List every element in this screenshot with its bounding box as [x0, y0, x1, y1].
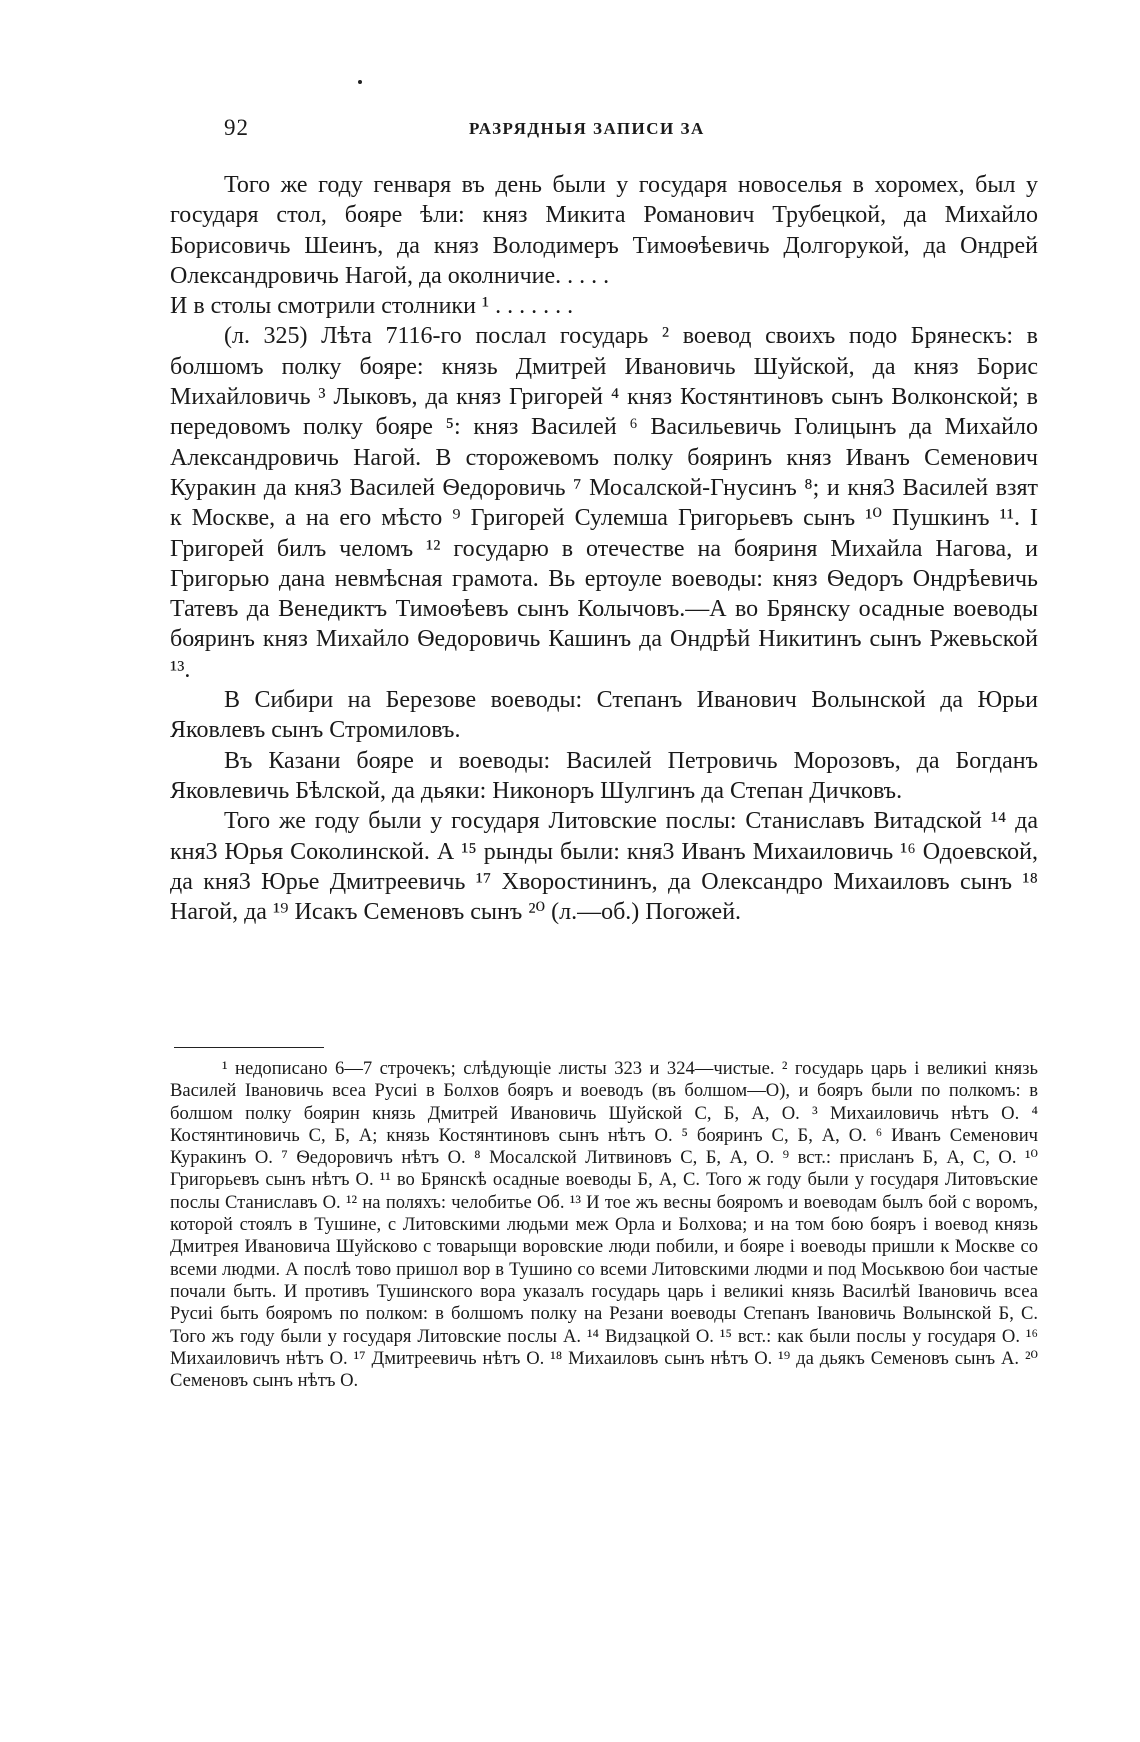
print-speck: [358, 80, 362, 84]
paragraph: (л. 325) Лѣта 7116-го послал государь ² воевод своихъ подо Брянескъ: в болшомъ полку бояре: князь Дмитрей Ивановичь Шуйской, да княз Борис Михайловичь ³ Лыковъ, да княз Григорей ⁴ княз Костянтиновъ сынъ Волконской; в передовомъ полку бояре ⁵: княз Василей ⁶ Васильевичь Голицынъ да Михайло Александровичь Нагой. В сторожевомъ полку бояринъ княз Иванъ Семенович Куракин да кня3 Василей Ѳедоровичь ⁷ Мосалской-Гнусинъ ⁸; и кня3 Василей взят к Москве, а на его мѣсто ⁹ Григорей Сулемша Григорьевъ сынъ ¹⁰ Пушкинъ ¹¹. І Григорей билъ челомъ ¹² государю в отечестве на бояриня Михайла Нагова, и Григорью дана невмѣсная грамота. Вь ертоуле воеводы: княз Ѳедоръ Ондрѣевичь Татевъ да Венедиктъ Тимоѳѣевъ сынъ Колычовъ.—А во Брянску осадные воеводы бояринъ княз Михайло Ѳедоровичь Кашинъ да Ондрѣй Никитинъ сынъ Ржевьской ¹³.: [170, 323, 1038, 683]
paragraph: Того же году были у государя Литовские послы: Станиславъ Витадской ¹⁴ да кня3 Юрья Соколинской. А ¹⁵ рынды были: кня3 Иванъ Михаиловичь ¹⁶ Одоевской, да кня3 Юрье Дмитреевичь ¹⁷ Хворостининъ, да Олександро Михаиловъ сынъ ¹⁸ Нагой, да ¹⁹ Исакъ Семеновъ сынъ ²⁰ (л.—об.) Погожей.: [170, 808, 1038, 926]
page-number: 92: [224, 115, 249, 140]
footnotes: [170, 1058, 1038, 1392]
main-text: [170, 170, 1038, 927]
book-page: [168, 0, 1038, 1742]
paragraph: И в столы смотрили столники ¹ . . . . . . .: [170, 293, 574, 320]
footnote-block: ¹ недописано 6—7 строчекъ; слѣдующіе листы 323 и 324—чистые. ² государь царь і великиі князь Василей Івановичь всеа Русиі в Болхов бояръ и воеводъ (въ болшом—О), и бояръ были по полкомъ: в болшом полку боярин князь Дмитрей Ивановичь Шуйской С, Б, А, О. ³ Михаиловичь нѣтъ О. ⁴ Костянтиновичь С, Б, А; князь Костянтиновъ сынъ нѣтъ О. ⁵ бояринъ С, Б, А, О. ⁶ Иванъ Семенович Куракинъ О. ⁷ Ѳедоровичъ нѣтъ О. ⁸ Мосалской Литвиновъ С, Б, А, О. ⁹ вст.: присланъ Б, А, С, О. ¹⁰ Григорьевъ сынъ нѣтъ О. ¹¹ во Брянскѣ осадные воеводы Б, А, С. Того ж году были у государя Литовъские послы Станиславъ О. ¹² на поляхъ: челобитье Об. ¹³ И тое жъ весны бояромъ и воеводам былъ бой с воромъ, которой стоялъ в Тушине, с Литовскими людьми меж Орла и Болхова; и на том бою бояръ і воевод князь Дмитрея Ивановича Шуйсково с товарыщи воровские люди побили, и бояре і воеводы пришли к Москве со всеми людми. А послѣ тово пришол вор в Тушино со всеми Литовскими людми и под Моськвою бои частые почали быть. И противъ Тушинского вора указалъ государь царь і великиі князь Василѣй Івановичь всеа Русиі быть бояромъ по полком: в болшомъ полку на Резани воеводы Степанъ Івановичь Волынской Б, С. Того жъ году были у государя Литовские послы А. ¹⁴ Видзацкой О. ¹⁵ вст.: как были послы у государя О. ¹⁶ Михаиловичъ нѣтъ О. ¹⁷ Дмитреевичь нѣтъ О. ¹⁸ Михаиловъ сынъ нѣтъ О. ¹⁹ да дьякъ Семеновъ сынъ А. ²⁰ Семеновъ сынъ нѣтъ О.: [170, 1058, 1038, 1392]
paragraph: Того же году генваря въ день были у государя новоселья в хоромех, был у государя стол, бояре ѣли: княз Микита Романович Трубецкой, да Михайло Борисовичь Шеинъ, да княз Володимеръ Тимоѳѣевичь Долгорукой, да Ондрей Олександровичь Нагой, да околничие. . . . .: [170, 172, 1038, 289]
paragraph: Въ Казани бояре и воеводы: Василей Петровичь Морозовъ, да Богданъ Яковлевичь Бѣлской, да дьяки: Никоноръ Шулгинъ да Степан Дичковъ.: [170, 747, 1038, 804]
footnote-rule: [174, 1047, 324, 1048]
running-title: РАЗРЯДНЫЯ ЗАПИСИ ЗА: [469, 119, 705, 138]
page-header: [224, 115, 1038, 145]
paragraph: В Сибири на Березове воеводы: Степанъ Иванович Волынской да Юрьи Яковлевъ сынъ Стромиловъ.: [170, 687, 1038, 744]
